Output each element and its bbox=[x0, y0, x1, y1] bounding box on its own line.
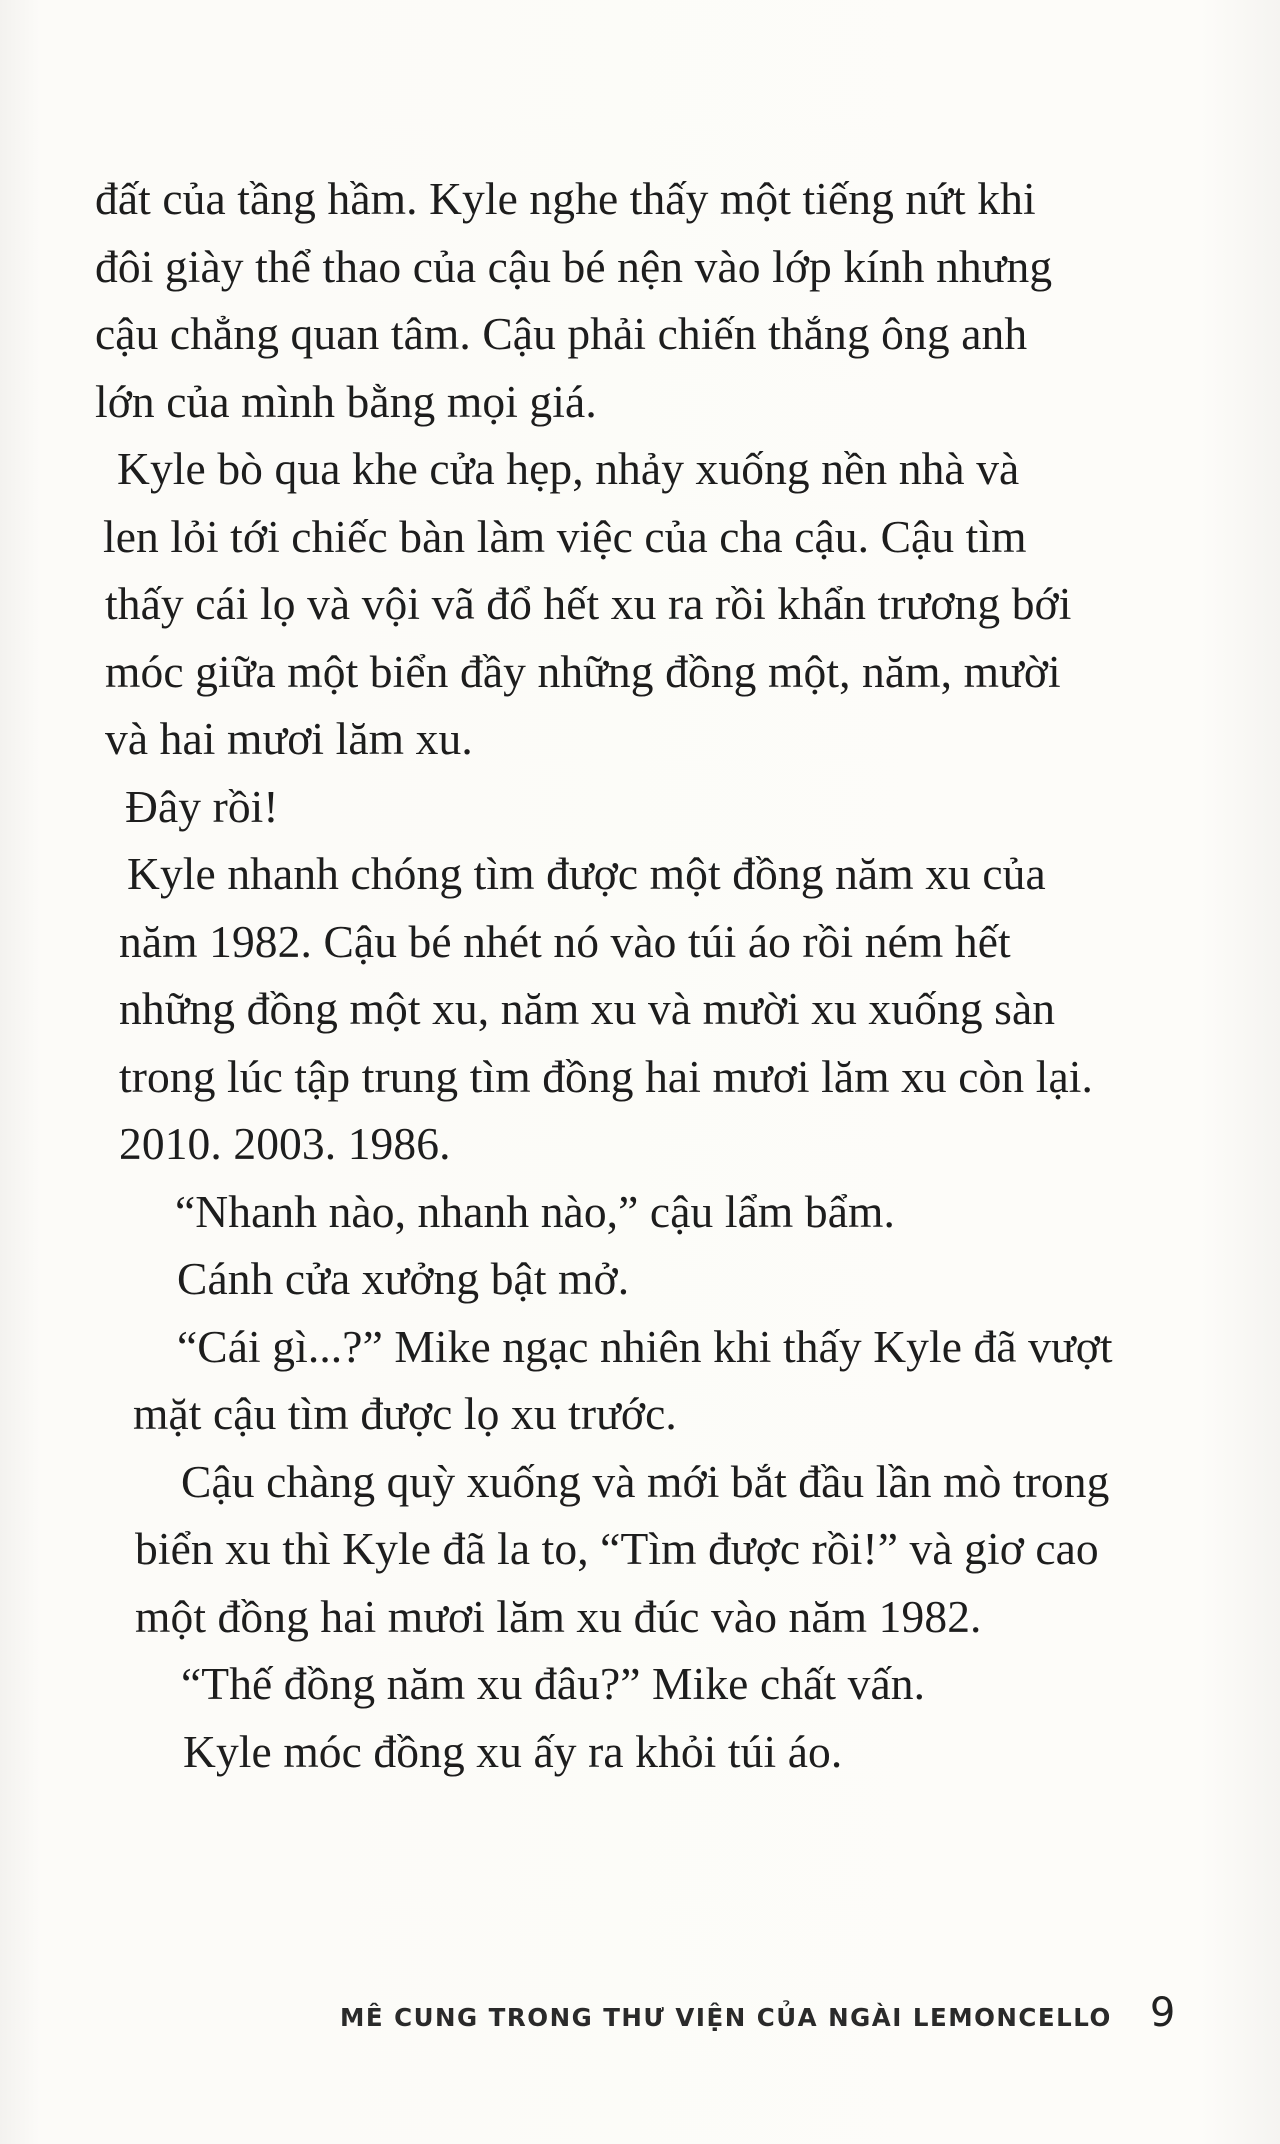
page-body bbox=[95, 165, 1125, 1785]
paragraph bbox=[95, 1718, 1125, 1786]
text-line: “Cái gì...?” Mike ngạc nhiên khi thấy Kyle đã vượt bbox=[177, 1320, 1113, 1372]
text-line: Kyle móc đồng xu ấy ra khỏi túi áo. bbox=[183, 1725, 843, 1777]
text-line: mặt cậu tìm được lọ xu trước. bbox=[133, 1388, 677, 1439]
text-line: móc giữa một biển đầy những đồng một, năm, mười bbox=[105, 645, 1061, 697]
text-line: những đồng một xu, năm xu và mười xu xuống sàn bbox=[119, 983, 1056, 1034]
text-line: “Thế đồng năm xu đâu?” Mike chất vấn. bbox=[181, 1658, 926, 1709]
text-line: Kyle nhanh chóng tìm được một đồng năm xu của bbox=[127, 848, 1046, 899]
text-line: cậu chẳng quan tâm. Cậu phải chiến thắng ông anh bbox=[95, 308, 1028, 359]
text-line: 2010. 2003. 1986. bbox=[119, 1118, 451, 1169]
paragraph bbox=[95, 1178, 1125, 1246]
text-line: đất của tầng hầm. Kyle nghe thấy một tiếng nứt khi bbox=[95, 173, 1036, 224]
text-line: đôi giày thể thao của cậu bé nện vào lớp kính nhưng bbox=[95, 240, 1053, 292]
text-line: Cánh cửa xưởng bật mở. bbox=[177, 1253, 630, 1304]
text-line: năm 1982. Cậu bé nhét nó vào túi áo rồi ném hết bbox=[119, 915, 1011, 967]
paragraph bbox=[95, 1448, 1125, 1651]
text-line: Cậu chàng quỳ xuống và mới bắt đầu lần mò trong bbox=[181, 1455, 1110, 1507]
paragraph bbox=[95, 1313, 1125, 1448]
text-line: Kyle bò qua khe cửa hẹp, nhảy xuống nền nhà và bbox=[117, 443, 1020, 494]
text-line: thấy cái lọ và vội vã đổ hết xu ra rồi khẩn trương bới bbox=[105, 578, 1072, 629]
paragraph bbox=[95, 435, 1125, 773]
text-line: lớn của mình bằng mọi giá. bbox=[95, 375, 597, 427]
paragraph bbox=[95, 165, 1125, 435]
page-number: 9 bbox=[1149, 1990, 1176, 2036]
text-line: biển xu thì Kyle đã la to, “Tìm được rồi!” và giơ cao bbox=[135, 1523, 1099, 1574]
text-line: Đây rồi! bbox=[125, 780, 279, 832]
paragraph bbox=[95, 773, 1125, 841]
page-footer bbox=[340, 1990, 1176, 2036]
text-line: một đồng hai mươi lăm xu đúc vào năm 1982. bbox=[135, 1590, 982, 1642]
text-line: và hai mươi lăm xu. bbox=[105, 713, 473, 764]
paragraph bbox=[95, 1650, 1125, 1718]
text-line: trong lúc tập trung tìm đồng hai mươi lăm xu còn lại. bbox=[119, 1050, 1093, 1102]
paragraph bbox=[95, 1245, 1125, 1313]
text-line: “Nhanh nào, nhanh nào,” cậu lẩm bẩm. bbox=[175, 1185, 895, 1237]
text-line: len lỏi tới chiếc bàn làm việc của cha cậu. Cậu tìm bbox=[103, 510, 1027, 562]
paragraph bbox=[95, 840, 1125, 1178]
running-head: MÊ CUNG TRONG THƯ VIỆN CỦA NGÀI LEMONCELLO bbox=[340, 2003, 1112, 2032]
